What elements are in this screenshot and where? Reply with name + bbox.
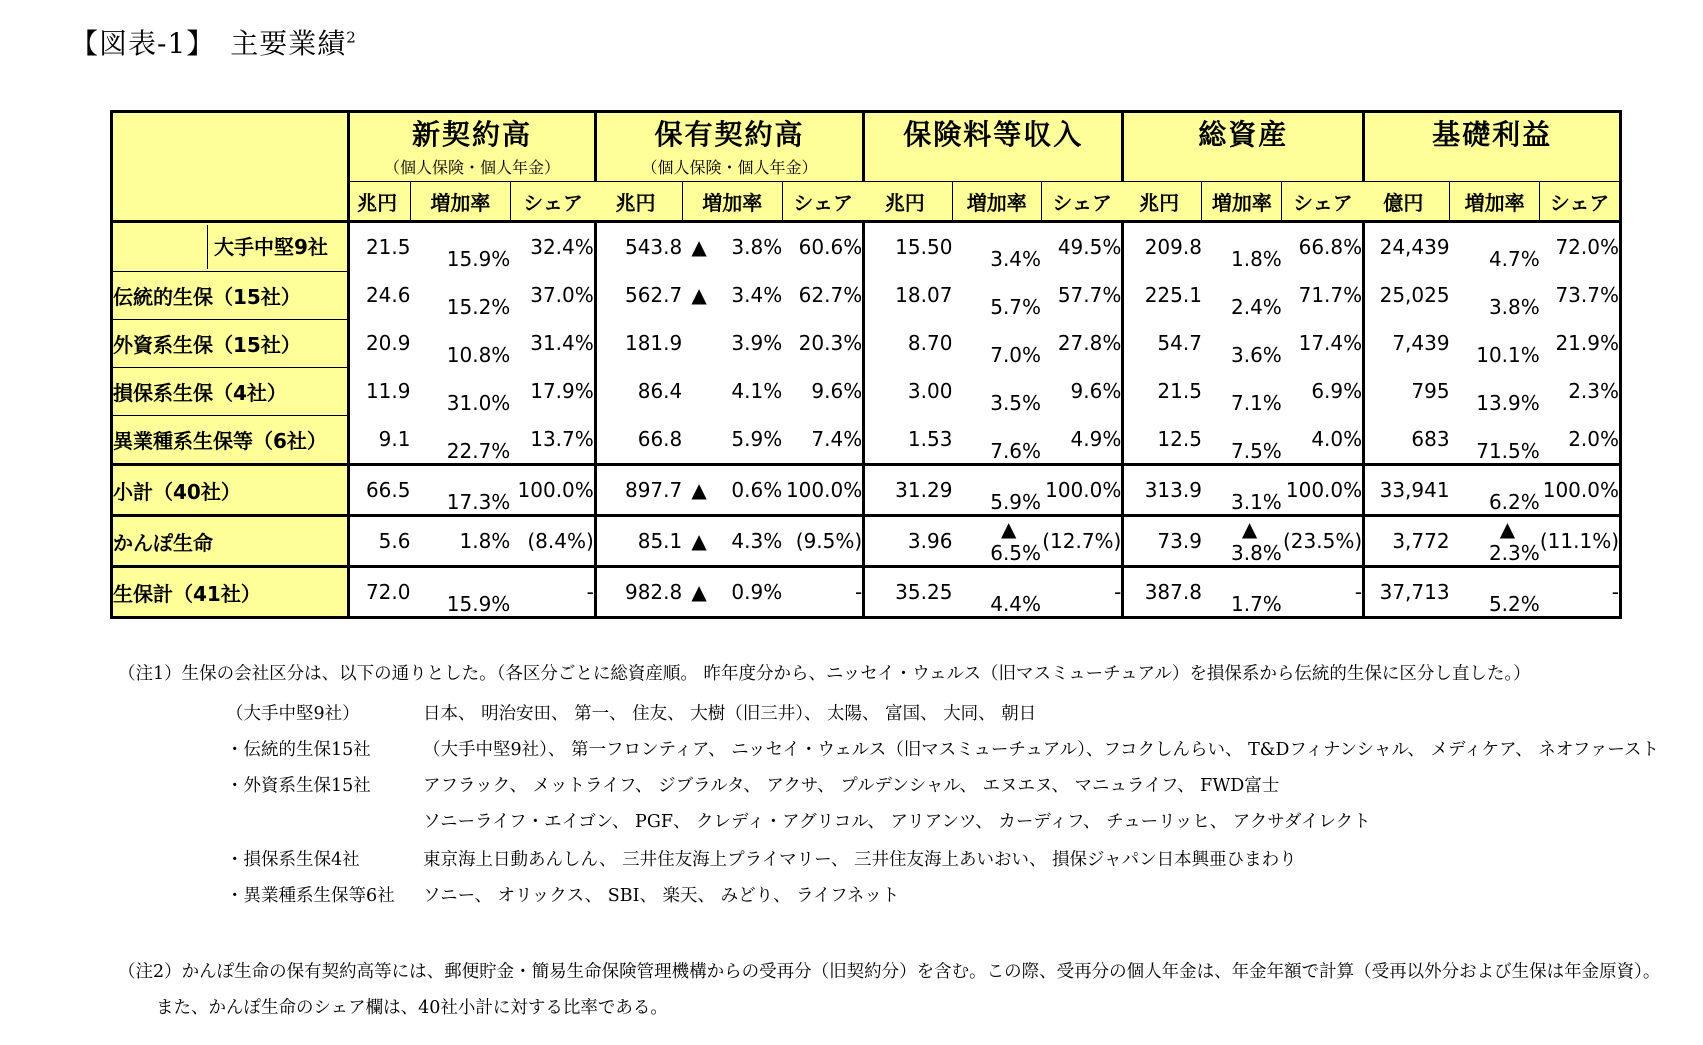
share-cell: 100.0%: [1041, 465, 1123, 516]
rate-cell: [682, 319, 782, 367]
note-category: ・伝統的生保15社: [226, 740, 371, 760]
value-cell: 683: [1364, 415, 1450, 465]
note-category: ・損保系生保4社: [226, 850, 360, 870]
rate-cell: [410, 271, 510, 319]
rate-value: 2.3%: [1488, 541, 1540, 565]
share-cell: 13.7%: [530, 427, 594, 451]
share-cell: 60.6%: [798, 235, 863, 259]
group-header: [864, 112, 1123, 182]
rate-value: 3.8%: [1231, 541, 1282, 565]
note-members: （大手中堅9社）、 第一フロンティア、 ニッセイ・ウェルス（旧マスミューチュアル）、フコクしんらい、 T&Dフィナンシャル、 メディケア、 ネオファースト: [423, 740, 1660, 760]
rate-value: 3.5%: [990, 391, 1042, 415]
rate-value: 22.7%: [446, 439, 511, 463]
share-cell: -: [1041, 567, 1123, 618]
share-cell: 20.3%: [798, 331, 863, 355]
rate-cell: [952, 319, 1041, 367]
share-cell: 100.0%: [510, 465, 595, 516]
share-cell: 66.8%: [1298, 235, 1363, 259]
rate-cell: [410, 516, 510, 567]
rate-value: 0.6%: [731, 478, 783, 502]
rate-cell: [1450, 567, 1540, 618]
rate-value: 3.4%: [731, 283, 783, 307]
rate-cell: [1450, 271, 1540, 319]
note-1: （注1）生保の会社区分は、以下の通りとした。（各区分ごとに総資産順。 昨年度分から、ニッセイ・ウェルス（旧マスミューチュアル）を損保系から伝統的生保に区分し直した。）: [118, 664, 1531, 684]
share-cell: 100.0%: [1282, 465, 1364, 516]
table-row: [112, 567, 1621, 618]
rate-value: 3.1%: [1231, 490, 1282, 514]
decrease-marker: ▲: [691, 580, 707, 604]
rate-cell: [1450, 367, 1540, 415]
note-members: アフラック、 メットライフ、 ジブラルタ、 アクサ、 プルデンシャル、 エヌエヌ、 マニュライフ、 FWD富士: [423, 776, 1280, 796]
share-cell: 73.7%: [1555, 283, 1619, 307]
rate-cell: [1450, 222, 1540, 272]
column-header: 増加率: [1450, 182, 1540, 222]
group-name: 保険料等収入: [903, 118, 1084, 151]
column-header: シェア: [1041, 182, 1123, 222]
share-cell: 100.0%: [782, 465, 863, 516]
rate-value: 4.4%: [990, 592, 1042, 616]
rate-cell: [952, 367, 1041, 415]
row-label-cell: [112, 271, 349, 319]
rate-value: 4.3%: [731, 529, 783, 553]
rate-cell: [410, 319, 510, 367]
rate-value: 6.2%: [1488, 490, 1540, 514]
performance-table: [110, 110, 1622, 619]
rate-cell: [952, 271, 1041, 319]
column-header: シェア: [1540, 182, 1621, 222]
decrease-marker: ▲: [691, 529, 707, 553]
rate-cell: [682, 222, 782, 272]
value-cell: 3,772: [1364, 516, 1450, 567]
rate-value: 1.8%: [459, 529, 511, 553]
rate-cell: [410, 415, 510, 465]
share-cell: -: [1282, 567, 1364, 618]
rate-value: 3.9%: [731, 331, 783, 355]
rate-value: 7.6%: [990, 439, 1042, 463]
rate-cell: [952, 465, 1041, 516]
rate-cell: [410, 465, 510, 516]
rate-cell: [682, 271, 782, 319]
share-cell: -: [1540, 567, 1621, 618]
rate-value: 13.9%: [1476, 391, 1540, 415]
value-cell: 897.7: [595, 465, 682, 516]
value-cell: 209.8: [1123, 222, 1202, 272]
title-footnote: 2: [346, 28, 357, 47]
value-cell: 66.8: [595, 415, 682, 465]
share-cell: 71.7%: [1298, 283, 1363, 307]
rate-cell: [1450, 415, 1540, 465]
rate-cell: [682, 567, 782, 618]
rate-cell: [1202, 271, 1282, 319]
share-cell: 72.0%: [1555, 235, 1619, 259]
note-category: （大手中堅9社）: [226, 704, 360, 724]
share-cell: -: [782, 567, 863, 618]
column-header: シェア: [510, 182, 595, 222]
rate-value: 10.1%: [1476, 343, 1540, 367]
value-cell: 387.8: [1123, 567, 1202, 618]
value-cell: 33,941: [1364, 465, 1450, 516]
row-label: 小計（40社）: [113, 479, 241, 504]
share-cell: 31.4%: [530, 331, 594, 355]
value-cell: 3.96: [864, 516, 953, 567]
rate-cell: [1202, 415, 1282, 465]
table-row: [112, 367, 1621, 415]
group-header: [349, 112, 596, 182]
share-cell: 2.0%: [1568, 427, 1619, 451]
rate-cell: [1202, 516, 1282, 567]
rate-cell: [1450, 516, 1540, 567]
group-header: [1123, 112, 1364, 182]
share-cell: 4.9%: [1070, 427, 1122, 451]
value-cell: 37,713: [1364, 567, 1450, 618]
note-2: （注2）かんぽ生命の保有契約高等には、郵便貯金・簡易生命保険管理機構からの受再分（旧契約分）を含む。この際、受再分の個人年金は、年金年額で計算（受再以外分および生保は年金原資）。: [118, 962, 1661, 982]
group-header-row: [112, 112, 1621, 182]
share-cell: 7.4%: [811, 427, 863, 451]
decrease-marker: ▲: [691, 478, 707, 502]
rate-cell: [1202, 222, 1282, 272]
value-cell: 72.0: [349, 567, 411, 618]
rate-cell: [1202, 567, 1282, 618]
rate-value: 7.5%: [1231, 439, 1282, 463]
note-members: ソニー、 オリックス、 SBI、 楽天、 みどり、 ライフネット: [423, 886, 900, 906]
value-cell: 85.1: [595, 516, 682, 567]
rate-cell: [1202, 465, 1282, 516]
rate-value: 4.7%: [1488, 247, 1540, 271]
row-label-cell: [112, 367, 349, 415]
rate-cell: [1450, 465, 1540, 516]
share-cell: 27.8%: [1057, 331, 1122, 355]
row-label-cell: [112, 465, 349, 516]
rate-value: 5.2%: [1488, 592, 1540, 616]
column-header: 兆円: [1123, 182, 1202, 222]
table-row: [112, 415, 1621, 465]
rate-value: 0.9%: [731, 580, 783, 604]
share-cell: 100.0%: [1540, 465, 1621, 516]
value-cell: 562.7: [595, 271, 682, 319]
group-name: 基礎利益: [1432, 118, 1553, 151]
rate-cell: [952, 567, 1041, 618]
share-cell: (12.7%): [1041, 516, 1123, 567]
value-cell: 66.5: [349, 465, 411, 516]
title-text: 【図表-1】 主要業績: [70, 27, 347, 60]
value-cell: 313.9: [1123, 465, 1202, 516]
rate-cell: [410, 367, 510, 415]
share-cell: 2.3%: [1568, 379, 1619, 403]
rate-value: 15.9%: [446, 592, 511, 616]
decrease-marker: ▲: [1001, 517, 1017, 541]
share-cell: 6.9%: [1311, 379, 1363, 403]
column-header: 兆円: [864, 182, 953, 222]
column-header: 増加率: [952, 182, 1041, 222]
value-cell: 9.1: [378, 427, 411, 451]
value-cell: 18.07: [864, 271, 953, 319]
rate-value: 10.8%: [446, 343, 511, 367]
share-cell: (8.4%): [510, 516, 595, 567]
rate-value: 2.4%: [1231, 295, 1282, 319]
rate-value: 7.1%: [1231, 391, 1282, 415]
rate-cell: [682, 415, 782, 465]
value-cell: 982.8: [595, 567, 682, 618]
column-header: 増加率: [410, 182, 510, 222]
corner-cell: [112, 112, 349, 222]
note-members: ソニーライフ・エイゴン、 PGF、 クレディ・アグリコル、 アリアンツ、 カーディフ、 チューリッヒ、 アクサダイレクト: [423, 812, 1371, 832]
table-row: [112, 516, 1621, 567]
row-label: 外資系生保（15社）: [113, 332, 301, 357]
share-cell: -: [510, 567, 595, 618]
row-label-cell: [112, 222, 349, 272]
column-header: シェア: [1282, 182, 1364, 222]
rate-value: 71.5%: [1476, 439, 1540, 463]
rate-value: 5.9%: [731, 427, 783, 451]
value-cell: 795: [1364, 367, 1450, 415]
value-cell: 181.9: [595, 319, 682, 367]
value-cell: 54.7: [1123, 319, 1202, 367]
row-label: 損保系生保（4社）: [113, 380, 287, 405]
note-category: ・異業種系生保等6社: [226, 886, 395, 906]
column-header: 兆円: [595, 182, 682, 222]
rate-cell: [1202, 319, 1282, 367]
row-label: 生保計（41社）: [113, 581, 261, 606]
group-subtitle: （個人保険・個人年金）: [384, 158, 561, 177]
rate-value: 31.0%: [446, 391, 511, 415]
share-cell: (11.1%): [1540, 516, 1621, 567]
rate-cell: [1450, 319, 1540, 367]
rate-value: 5.9%: [990, 490, 1042, 514]
decrease-marker: ▲: [1499, 517, 1516, 541]
row-label-cell: [112, 319, 349, 367]
share-cell: 9.6%: [811, 379, 863, 403]
row-label: かんぽ生命: [113, 530, 213, 555]
group-header: [1364, 112, 1621, 182]
rate-value: 7.0%: [990, 343, 1042, 367]
group-name: 保有契約高: [654, 118, 805, 151]
rate-cell: [410, 567, 510, 618]
rate-value: 3.4%: [990, 247, 1042, 271]
share-cell: 9.6%: [1070, 379, 1122, 403]
share-cell: 17.9%: [530, 379, 594, 403]
group-subtitle: （個人保険・個人年金）: [641, 158, 818, 177]
share-cell: 57.7%: [1057, 283, 1122, 307]
decrease-marker: ▲: [1241, 517, 1258, 541]
share-cell: 21.9%: [1555, 331, 1619, 355]
rate-value: 3.8%: [1488, 295, 1540, 319]
column-header: シェア: [782, 182, 863, 222]
rate-value: 4.1%: [731, 379, 783, 403]
rate-value: 1.7%: [1231, 592, 1282, 616]
share-cell: 32.4%: [530, 235, 594, 259]
row-label-cell: [112, 567, 349, 618]
value-cell: 21.5: [365, 235, 411, 259]
group-header: [595, 112, 863, 182]
group-name: 新契約高: [412, 118, 533, 151]
table-row: [112, 465, 1621, 516]
note-2b: また、かんぽ生命のシェア欄は、40社小計に対する比率である。: [156, 998, 668, 1018]
share-cell: 62.7%: [798, 283, 863, 307]
value-cell: 86.4: [595, 367, 682, 415]
rate-value: 3.8%: [731, 235, 783, 259]
value-cell: 3.00: [864, 367, 953, 415]
rate-value: 1.8%: [1231, 247, 1282, 271]
note-members: 東京海上日動あんしん、 三井住友海上プライマリー、 三井住友海上あいおい、 損保ジャパン日本興亜ひまわり: [423, 850, 1297, 870]
rate-cell: [410, 222, 510, 272]
value-cell: 543.8: [595, 222, 682, 272]
rate-cell: [952, 415, 1041, 465]
group-name: 総資産: [1198, 118, 1289, 151]
share-cell: (9.5%): [782, 516, 863, 567]
rate-cell: [952, 516, 1041, 567]
value-cell: 31.29: [864, 465, 953, 516]
rate-value: 3.6%: [1231, 343, 1282, 367]
value-cell: 12.5: [1123, 415, 1202, 465]
value-cell: 21.5: [1123, 367, 1202, 415]
row-label: 伝統的生保（15社）: [113, 284, 301, 309]
rate-value: 17.3%: [446, 490, 511, 514]
rate-value: 5.7%: [990, 295, 1042, 319]
value-cell: 225.1: [1123, 271, 1202, 319]
value-cell: 20.9: [365, 331, 411, 355]
rate-cell: [682, 367, 782, 415]
column-header: 億円: [1364, 182, 1450, 222]
rate-cell: [952, 222, 1041, 272]
rate-value: 6.5%: [990, 541, 1042, 565]
table-row: [112, 319, 1621, 367]
value-cell: 5.6: [349, 516, 411, 567]
value-cell: 24.6: [365, 283, 411, 307]
column-header: 増加率: [1202, 182, 1282, 222]
share-cell: 49.5%: [1057, 235, 1122, 259]
page-title: [70, 22, 357, 62]
rate-value: 15.2%: [446, 295, 511, 319]
column-header: 増加率: [682, 182, 782, 222]
rate-cell: [682, 516, 782, 567]
column-header: 兆円: [349, 182, 411, 222]
share-cell: 4.0%: [1311, 427, 1363, 451]
table-row: [112, 222, 1621, 272]
value-cell: 1.53: [864, 415, 953, 465]
note-members: 日本、 明治安田、 第一、 住友、 大樹（旧三井）、 太陽、 富国、 大同、 朝日: [423, 704, 1037, 724]
share-cell: (23.5%): [1282, 516, 1364, 567]
value-cell: 25,025: [1364, 271, 1450, 319]
note-category: ・外資系生保15社: [226, 776, 371, 796]
value-cell: 15.50: [864, 222, 953, 272]
rate-cell: [1202, 367, 1282, 415]
value-cell: 35.25: [864, 567, 953, 618]
row-label-cell: [112, 516, 349, 567]
table-row: [112, 271, 1621, 319]
rate-value: 15.9%: [446, 247, 511, 271]
decrease-marker: ▲: [691, 235, 707, 259]
value-cell: 24,439: [1364, 222, 1450, 272]
rate-cell: [682, 465, 782, 516]
value-cell: 73.9: [1123, 516, 1202, 567]
decrease-marker: ▲: [691, 283, 707, 307]
share-cell: 37.0%: [530, 283, 594, 307]
value-cell: 8.70: [864, 319, 953, 367]
share-cell: 17.4%: [1298, 331, 1363, 355]
row-label-cell: [112, 415, 349, 465]
row-label: 異業種系生保等（6社）: [113, 428, 327, 453]
value-cell: 7,439: [1364, 319, 1450, 367]
row-label: 大手中堅9社: [207, 225, 328, 269]
value-cell: 11.9: [365, 379, 411, 403]
